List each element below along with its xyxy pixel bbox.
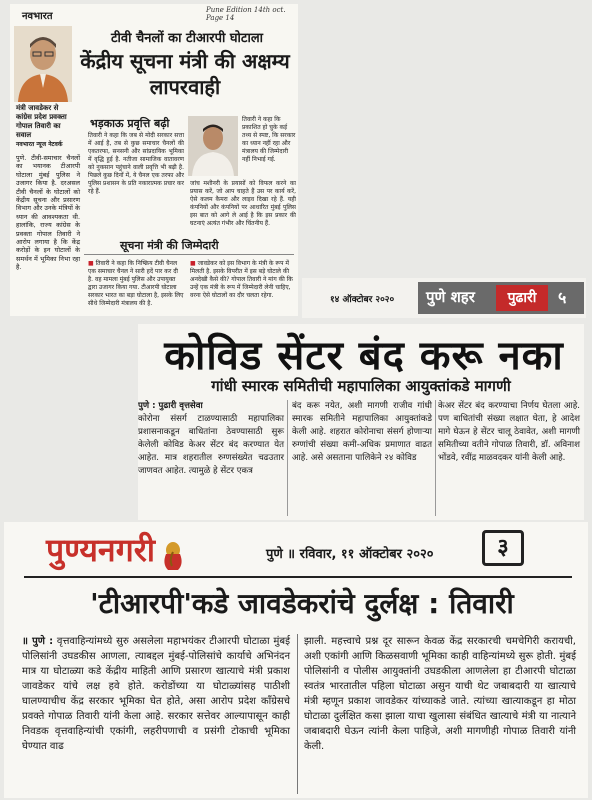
article-column: ॥ पुणे : वृत्तवाहिन्यांमध्ये सुरु असलेला महाभयंकर टीआरपी घोटाळा मुंबई पोलिसांनी उघडकीस आणला, त्याबद्दल मुंबई-पोलिसांचे कार्याचे अभिनंदन मात्र या घोटाळ्या कडे केंद्रीय माहिती आणि प्रसारण खात्याचे मंत्री प्रकाश जावडेकर यांचे लक्ष हवे होते. करोडोंच्या या घोटाळ्यांसह पाठीशी घालण्याचीच केंद्र सरकार भूमिका घेत होते, असा आरोप प्रदेश काँग्रेसचे प्रवक्ते गोपाळ तिवारी यांनी केला आहे. सरकार सत्तेवर आल्यापासून काही निवडक वृत्तवाहिन्यांची एकांगी, लहरीपणाची व प्रसंगी टोकाची भूमिका घेण्यात वाढ: [22, 636, 290, 752]
subheading: सूचना मंत्री की जिम्मेदारी: [120, 239, 219, 252]
handwritten-note: Pune Edition 14th oct. Page 14: [206, 6, 286, 22]
divider: [84, 254, 294, 255]
column-divider: [297, 634, 298, 794]
page-number: ५: [558, 288, 567, 307]
headline: 'टीआरपी'कडे जावडेकरांचे दुर्लक्ष : तिवारी: [90, 587, 514, 620]
headline: कोविड सेंटर बंद करू नका: [164, 333, 564, 379]
ganesha-emblem-icon: [160, 540, 186, 574]
section-name: पुणे शहर: [426, 288, 475, 306]
bullet-icon: ■: [190, 260, 198, 267]
navbharat-clipping: [10, 4, 298, 316]
subheadline: गांधी स्मारक समितीची महापालिका आयुक्तांकडे मागणी: [211, 377, 511, 395]
column-divider: [435, 400, 436, 516]
article-column: ■ जावडेकर को इस विभाग के मंत्री के रूप में मिलती है. इसके विपरीत में इस बड़े घोटाले की अनदेखी कैसे की? गोपाल तिवारी ने मांग की कि उन्हें एक मंत्री के रूप में जिम्मेदारी लेनी चाहिए, वरना ऐसे घोटालों का दौर चलता रहेगा.: [190, 260, 293, 299]
divider: [24, 576, 572, 578]
byline: नवभारत न्यूज नेटवर्क: [16, 141, 63, 148]
article-column: पुणे : पुढारी वृत्तसेवा कोरोना संसर्ग टाळण्यासाठी महापालिका प्रशासनाकडून बाधितांना ठेवण्यासाठी सुरू केलेली कोविड केअर सेंटर बंद करण्यात येत आहेत. मात्र शहरातील रुग्णसंख्येत चढउतार जाणवत आहेत. त्यामुळे हे सेंटर एकत्र: [138, 401, 284, 476]
article-column: ■ तिवारी ने कहा कि निष्क्रिय टीवी चैनल एक समाचार चैनल ने सारी हदें पार कर दी है. वह मामला मुंबई पुलिस और उपायुक्त द्वारा उजागर किया गया. टीआरपी घोटाला सरकार भारत का बड़ा घोटाला है, इसके लिए सीधे जिम्मेदारी मंत्रालय की है.: [88, 260, 184, 307]
article-column: तिवारी ने कहा कि जब से मोदी सरकार सत्ता में आई है, तब से कुछ समाचार चैनलों की एकतरफा, सनसनी और सांप्रदायिक भूमिका में वृद्धि हुई है. नतीजा सामाजिक वातावरण को नुकसान पहुंचाने वाली प्रवृत्ति भी बढ़ी है. पिछले कुछ दिनों में, ये चैनल एक तरफा और पुलिस प्रशासन के प्रति नकारात्मक प्रचार कर रहे हैं.: [88, 132, 184, 195]
side-caption: मंत्री जावडेकर से कांग्रेस प्रदेश प्रवक्ता गोपाल तिवारी का सवाल: [16, 104, 67, 139]
page-number: ३: [482, 530, 524, 566]
issue-dateline: पुणे ॥ रविवार, ११ ऑक्टोबर २०२०: [266, 547, 434, 562]
pudhari-masthead: [302, 278, 586, 318]
kicker: टीवी चैनलों का टीआरपी घोटाला: [110, 31, 264, 46]
minister-portrait: [14, 26, 72, 102]
subheading: भड़काऊ प्रवृत्ति बढ़ी: [90, 117, 170, 130]
newspaper-logo: पुढारी: [496, 285, 548, 311]
punyanagari-clipping: [4, 522, 588, 798]
pudhari-article: [138, 324, 584, 520]
article-column: जांच मशीनरी के प्रयासों को विफल करने का प्रयास करें, जो आप चाहते हैं उस पर कार्य करें, ऐसे कलम कैमरा और लाइव दिखा रहे हैं. यही कंपनियों और कंपनियों पर आधारित मुंबई पुलिस इस बात को आगे ले आई है कि इस प्रकार की घटनाएं अत्यंत गंभीर और चिंतनीय हैं.: [190, 180, 296, 227]
article-column: केअर सेंटर बंद करण्याचा निर्णय घेतला आहे. पण बाधितांची संख्या लक्षात घेता, हे आदेश मागे घेऊन हे सेंटर चालू ठेवावेत, अशी मागणी समितीच्या वतीने गोपाळ तिवारी, डॉ. अविनाश भोंडवे, रवींद्र माळवदकर यांनी केली आहे.: [438, 401, 580, 463]
bullet-icon: ■: [88, 260, 96, 267]
article-column: बंद करू नयेत, अशी मागणी राजीव गांधी स्मारक समितीने महापालिका आयुक्तांकडे केली आहे. शहरात कोरोनाचा संसर्ग होणाऱ्या रुग्णांची संख्या कमी-अधिक प्रमाणात वाढत आहे. असे असताना पालिकेने २४ कोविड: [292, 401, 432, 463]
masthead: नवभारत: [22, 11, 53, 22]
headline: केंद्रीय सूचना मंत्री की अक्षम्य लापरवाही: [80, 49, 290, 99]
spokesperson-portrait: [188, 116, 238, 176]
newspaper-logo: पुण्यनगरी: [46, 528, 242, 574]
issue-date: १४ ऑक्टोबर २०२०: [330, 295, 395, 305]
article-column: पुणे. टीवी-समाचार चैनलों का भयानक टीआरपी घोटाला मुंबई पुलिस ने उजागर किया है. दरअसल टीवी चैनलों के घोटालों को केंद्रीय सूचना और प्रसारण विभाग और उनके मंत्रियों के ध्यान की आवश्यकता थी. हालांकि, राज्य कांग्रेस के प्रवक्ता गोपाल तिवारी ने आरोप लगाया है कि केंद्र करोड़ों के इन घोटालों के समर्थन में भूमिका निभा रहा है.: [16, 154, 80, 272]
article-column: झाली. महत्त्वाचे प्रश्न दूर सारून केवळ केंद्र सरकारची चमचेगिरी करायची, अशी एकांगी आणि किळसवाणी भूमिका काही वाहिन्यांमध्ये सुरू होती. मुंबई पोलिसांनी व पोलीस आयुक्तांनी उघडकीला आणलेला हा टीआरपी घोटाळा स्वतंत्र भारतातील पहिला घोटाळा असुन याची थेट जबाबदारी या खात्याचे मंत्री म्हणून प्रकाश जावडेकर यांच्याकडे जाते. त्यांच्या खात्याकडून हा मोठा घोटाळा दुर्लक्षित कसा झाला याचा खुलासा संबंधित खात्याचे मंत्री या नात्याने जबाबदारी घेऊन त्यांनी केला पाहिजे, अशी मागणीही गोपाळ तिवारी यांनी केली.: [304, 636, 576, 752]
dateline-lead: पुणे : पुढारी वृत्तसेवा: [138, 401, 203, 411]
article-column: तिवारी ने कहा कि प्रकाशित हो चुके कई तथ्य से स्पष्ट, कि सरकार का ध्यान नहीं रहा और मंत्रालय की जिम्मेदारी नहीं निभाई गई.: [242, 116, 296, 163]
dateline-lead: ॥ पुणे :: [22, 636, 54, 647]
column-divider: [287, 400, 288, 516]
